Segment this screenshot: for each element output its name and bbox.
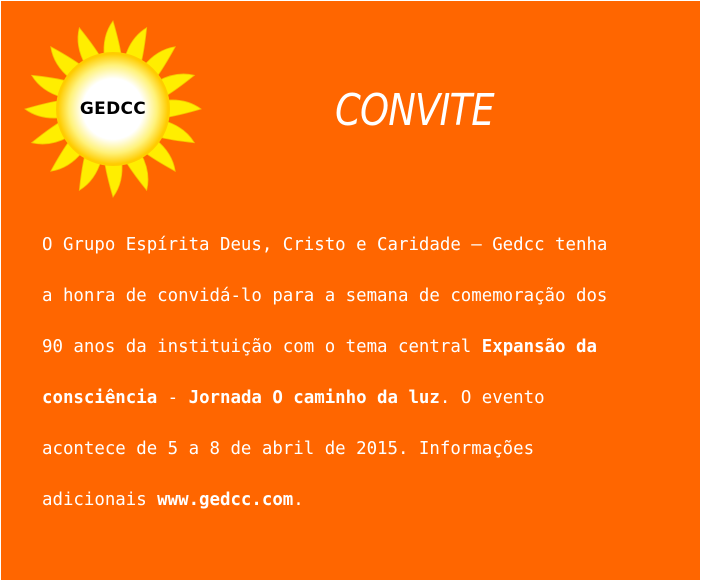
text-line: acontece de 5 a 8 de abril de 2015. Informações [42, 439, 535, 459]
invitation-card [1, 1, 700, 580]
invitation-text [42, 220, 682, 526]
theme-title: Expansão da [481, 337, 597, 357]
text-segment: adicionais [42, 490, 158, 510]
theme-title-cont: consciência [42, 388, 158, 408]
page-title: CONVITE [335, 85, 494, 136]
text-segment: 90 anos da instituição com o tema central [42, 337, 482, 357]
logo-text: GEDCC [79, 99, 147, 119]
text-line [42, 475, 682, 526]
website-link[interactable]: www.gedcc.com [157, 490, 294, 510]
text-segment: . O evento [439, 388, 545, 408]
text-line: a honra de convidá-lo para a semana de comemoração dos [42, 286, 608, 306]
text-segment: . [293, 490, 304, 510]
text-line [42, 322, 682, 373]
text-line [42, 373, 682, 424]
text-line: O Grupo Espírita Deus, Cristo e Caridade – Gedcc tenha [42, 235, 608, 255]
event-name: Jornada O caminho da luz [188, 388, 440, 408]
text-segment: - [157, 388, 189, 408]
